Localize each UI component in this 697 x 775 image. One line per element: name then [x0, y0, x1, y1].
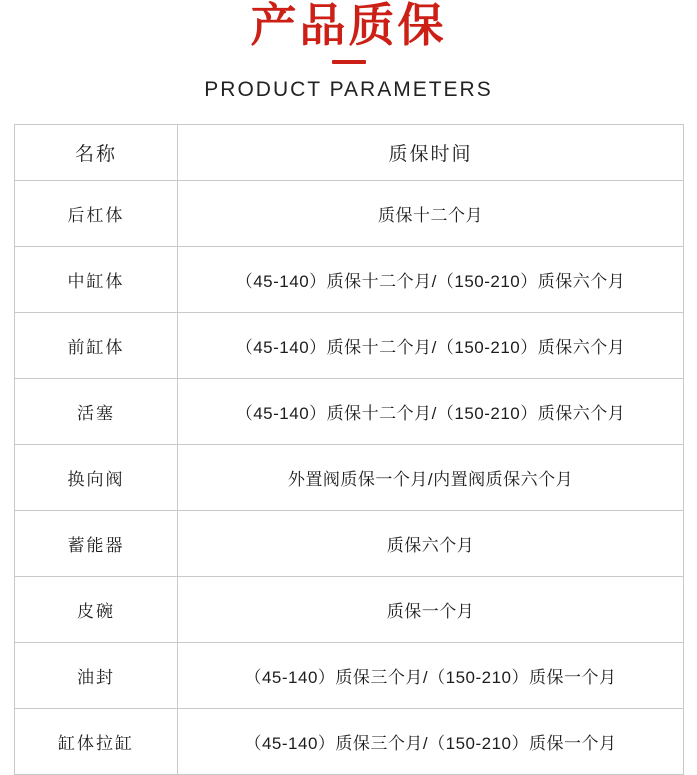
parameters-table-wrap [14, 124, 683, 775]
row-warranty: 质保一个月 [178, 577, 684, 643]
page-subtitle: PRODUCT PARAMETERS [204, 78, 493, 101]
table-row [15, 379, 684, 445]
row-warranty: 外置阀质保一个月/内置阀质保六个月 [178, 445, 684, 511]
row-warranty: （45-140）质保十二个月/（150-210）质保六个月 [178, 313, 684, 379]
page-title: 产品质保 [250, 0, 447, 48]
table-header-row [15, 125, 684, 181]
parameters-table [14, 124, 684, 775]
title-divider [332, 60, 366, 64]
column-header-name: 名称 [15, 125, 178, 181]
title-block [0, 0, 697, 102]
row-warranty: 质保六个月 [178, 511, 684, 577]
row-name: 活塞 [15, 379, 178, 445]
row-name: 后杠体 [15, 181, 178, 247]
row-name: 换向阀 [15, 445, 178, 511]
row-name: 中缸体 [15, 247, 178, 313]
table-row [15, 247, 684, 313]
table-row [15, 577, 684, 643]
table-row [15, 313, 684, 379]
row-name: 蓄能器 [15, 511, 178, 577]
row-name: 皮碗 [15, 577, 178, 643]
row-warranty: 质保十二个月 [178, 181, 684, 247]
row-warranty: （45-140）质保三个月/（150-210）质保一个月 [178, 709, 684, 775]
row-name: 油封 [15, 643, 178, 709]
table-row [15, 181, 684, 247]
row-warranty: （45-140）质保三个月/（150-210）质保一个月 [178, 643, 684, 709]
table-row [15, 709, 684, 775]
table-row [15, 643, 684, 709]
row-name: 缸体拉缸 [15, 709, 178, 775]
table-row [15, 511, 684, 577]
row-warranty: （45-140）质保十二个月/（150-210）质保六个月 [178, 247, 684, 313]
table-row [15, 445, 684, 511]
column-header-warranty: 质保时间 [178, 125, 684, 181]
row-name: 前缸体 [15, 313, 178, 379]
row-warranty: （45-140）质保十二个月/（150-210）质保六个月 [178, 379, 684, 445]
